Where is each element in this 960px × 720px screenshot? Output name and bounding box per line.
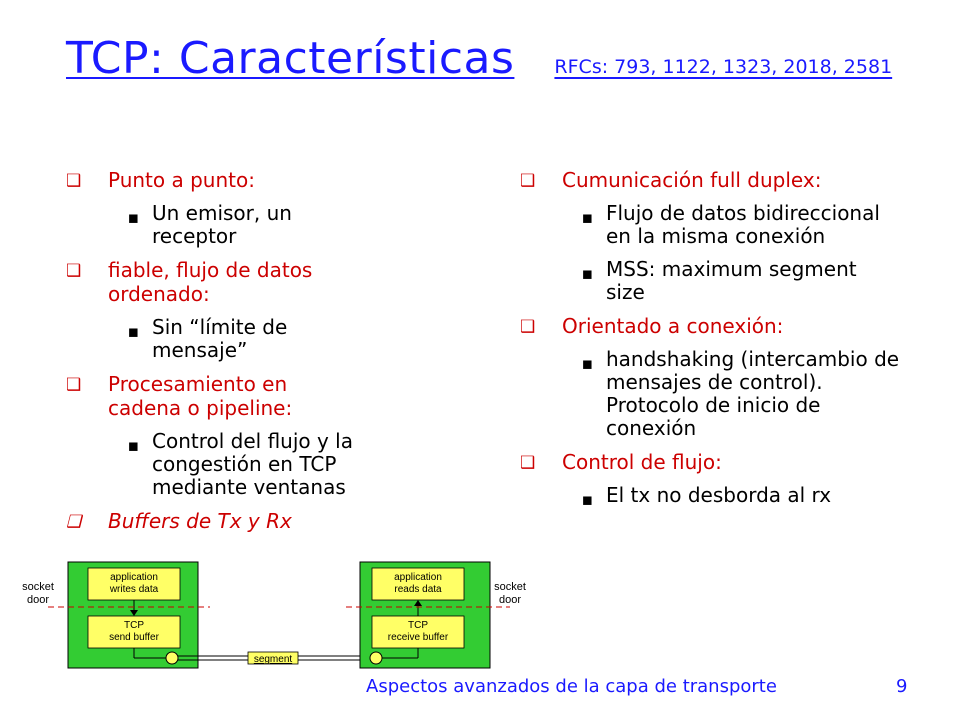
rfc-list: RFCs: 793, 1122, 1323, 2018, 2581 (554, 56, 893, 78)
bullet-pipeline (66, 372, 366, 499)
m-bullet-icon: ◼ (582, 357, 593, 372)
sub-bullet-text: handshaking (intercambio de mensajes de control). Protocolo de inicio de conexión (606, 347, 900, 440)
sub-bullet (562, 258, 900, 304)
bullet-text: Orientado a conexión: (562, 314, 784, 338)
bullet-buffers (66, 509, 366, 533)
sub-bullet (562, 348, 900, 440)
m-bullet-icon: ◼ (582, 267, 593, 282)
left-send-circle (166, 652, 178, 664)
bullet-orientado-conexion (520, 314, 900, 440)
q-bullet-icon: ❑ (520, 453, 536, 473)
segment-label: segment (253, 654, 293, 665)
left-column (66, 168, 366, 543)
q-bullet-icon: ❑ (66, 171, 82, 191)
bullet-fiable (66, 258, 366, 362)
send-buffer-label: TCP (124, 620, 144, 631)
bullet-text: Control de flujo: (562, 450, 722, 474)
receive-buffer-label: TCP (408, 620, 428, 631)
q-bullet-icon: ❑ (66, 375, 82, 395)
sub-bullet (108, 430, 366, 499)
m-bullet-icon: ◼ (582, 211, 593, 226)
right-app-label: reads data (394, 584, 442, 595)
right-app-label: application (394, 572, 442, 583)
page-number: 9 (896, 676, 908, 697)
sub-bullet (108, 202, 366, 248)
sub-bullet (562, 484, 900, 507)
q-bullet-icon: ❑ (66, 261, 82, 281)
bullet-text: Buffers de Tx y Rx (108, 509, 292, 533)
sub-bullet-text: Un emisor, un receptor (152, 201, 292, 248)
bullet-text: Cumunicación full duplex: (562, 168, 822, 192)
bullet-punto-a-punto (66, 168, 366, 248)
left-socket-door-label: door (26, 594, 50, 606)
left-app-label: writes data (109, 584, 159, 595)
q-bullet-icon: ❑ (66, 512, 82, 532)
m-bullet-icon: ◼ (128, 439, 139, 454)
sub-bullet-text: Flujo de datos bidireccional en la misma conexión (606, 201, 880, 248)
sub-bullet-text: Sin “límite de mensaje” (152, 315, 288, 362)
send-buffer-label: send buffer (109, 632, 159, 643)
tcp-buffer-diagram (20, 560, 540, 680)
m-bullet-icon: ◼ (128, 325, 139, 340)
bullet-control-flujo (520, 450, 900, 507)
sub-bullet-text: Control del flujo y la congestión en TCP mediante ventanas (152, 429, 353, 499)
m-bullet-icon: ◼ (582, 493, 593, 508)
bullet-full-duplex (520, 168, 900, 304)
slide-title (66, 33, 906, 84)
left-app-label: application (110, 572, 158, 583)
right-column (520, 168, 900, 517)
q-bullet-icon: ❑ (520, 171, 536, 191)
right-socket-door-label: door (498, 594, 522, 606)
sub-bullet (108, 316, 366, 362)
slide-footer: Aspectos avanzados de la capa de transporte (366, 676, 777, 697)
bullet-text: Punto a punto: (108, 168, 255, 192)
sub-bullet-text: El tx no desborda al rx (606, 483, 832, 507)
receive-buffer-label: receive buffer (387, 632, 449, 643)
left-socket-door-label: socket (22, 581, 54, 593)
right-receive-circle (370, 652, 382, 664)
right-socket-door-label: socket (494, 581, 526, 593)
m-bullet-icon: ◼ (128, 211, 139, 226)
q-bullet-icon: ❑ (520, 317, 536, 337)
bullet-text: fiable, flujo de datos ordenado: (108, 258, 313, 306)
title-text: TCP: Características (66, 33, 515, 84)
bullet-text: Procesamiento en cadena o pipeline: (108, 372, 293, 420)
sub-bullet-text: MSS: maximum segment size (606, 257, 857, 304)
sub-bullet (562, 202, 900, 248)
